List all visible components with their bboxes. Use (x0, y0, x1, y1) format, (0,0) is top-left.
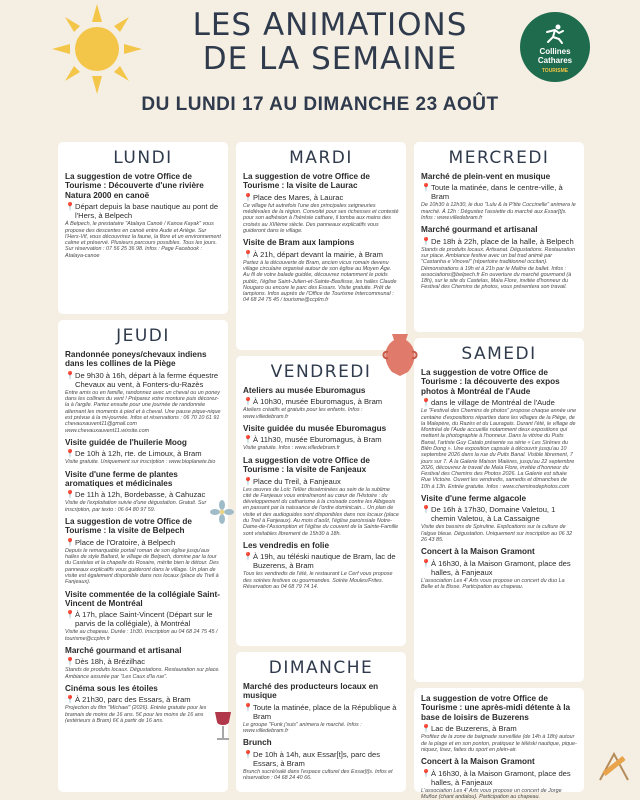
event (421, 225, 577, 290)
event-location: 📍 À 16h30, à la Maison Gramont, place des halles, à Fanjeaux (421, 768, 571, 787)
event-location: 📍 À 10h30, musée Eburomagus, à Bram (243, 397, 383, 407)
map-pin-icon: 📍 (421, 558, 431, 568)
day-card-vendredi (236, 356, 406, 646)
day-title: LUNDI (113, 148, 173, 168)
event-description: Stands de produits locaux. Dégustations. Restauration sur place. Ambiance assurée par "Les Caux d'la rue". (65, 667, 220, 680)
event-title: Marché de plein-vent en musique (421, 172, 551, 181)
event-description: De 10h30 à 12h30, le duo "Lulu & la P'tite Coccinelle" animera le marché. À 12h : Dégustez l'assiette du marché aux Essar[t]s. Infos : www.villedebram.fr (421, 202, 576, 221)
map-pin-icon: 📍 (243, 702, 253, 712)
event-description: Profitez de la zone de baignade surveillée (de 14h à 18h) autour de la plage et en son ponton, pratiquez le téléski nautique, pique-niquez, lisez, faites du sport en plein-air. (421, 734, 577, 753)
event-location: 📍 À 16h30, à la Maison Gramont, place des halles, à Fanjeaux (421, 558, 571, 577)
event-title: Visite guidée de l'huilerie Moog (65, 437, 187, 447)
event (421, 694, 577, 753)
event-title: Les vendredis en folie (243, 540, 329, 550)
event-title: Brunch (243, 738, 272, 748)
event-title: Visite d'une ferme algacole (421, 494, 527, 504)
event-description: Tous les vendredis de l'été, le restaurant Le Cerf vous propose des soirées festives ou gourmandes. Soirée Moules/Frites. Réservation au 04 68 79 74 14. (243, 571, 393, 590)
event (421, 494, 577, 543)
event (243, 541, 399, 590)
event-location: 📍 Place du Treil, à Fanjeaux (243, 476, 341, 486)
event-location: 📍 À 21h, départ devant la mairie, à Bram (243, 249, 383, 259)
event-description: L'association Les 4' Arts vous propose un concert de Jorge Muñoz (chant andalou). Participation au chapeau. (421, 787, 562, 800)
page-title: LES ANIMATIONS DE LA SEMAINE (192, 7, 468, 77)
event-location: 📍 De 18h à 22h, place de la halle, à Belpech (421, 236, 574, 246)
runner-icon (543, 24, 567, 44)
event (65, 172, 221, 259)
day-card-jeudi (58, 320, 228, 792)
event-title: Cinéma sous les étoiles (65, 684, 158, 693)
map-pin-icon: 📍 (421, 183, 431, 193)
event (243, 682, 399, 734)
event-title: La suggestion de votre Office de Tourisme : la visite de Laurac (243, 172, 370, 191)
event-title: La suggestion de votre Office de Tourisme : la visite de Fanjeaux (243, 455, 370, 475)
event-title: Ateliers au musée Eburomagus (243, 386, 366, 395)
event (243, 424, 399, 452)
event-description: Stands de produits locaux. Artisanat. Dégustations. Restauration sur place. Ambiance festive avec un bal trad animé par "Castanha e Vinovel" (répertoire traditionnel occitan). Démonstrations à 19h et à 21h par le Maître de ballet. Infos : associations@belpech.fr En ouverture du marché gourmand (à 18h), sur le site du Castelas, Maïa Flore, invitée d'honneur du Festival des Chemins de photos, vous présentera son travail. (421, 246, 576, 291)
map-pin-icon: 📍 (421, 724, 431, 734)
event (65, 590, 221, 642)
event (421, 172, 577, 221)
event-location: 📍 De 10h à 12h, rte. de Limoux, à Bram (65, 449, 202, 459)
event-location: 📍 À 19h, au téléski nautique de Bram, lac de Buzerens, à Bram (243, 552, 396, 571)
day-title: VENDREDI (270, 362, 372, 382)
event-location: 📍 dans le village de Montréal de l'Aude (421, 398, 555, 408)
event-title: La suggestion de votre Office de Tourisme : Découverte d'une rivière Natura 2000 en canoë (65, 172, 204, 200)
map-pin-icon: 📍 (65, 695, 75, 705)
event-title: Visite de Bram aux lampions (243, 238, 355, 248)
map-pin-icon: 📍 (65, 202, 75, 212)
date-range: DU LUNDI 17 AU DIMANCHE 23 AOÛT (141, 94, 499, 115)
amphora-icon (378, 330, 422, 378)
event-description: Le "Festival des Chemins de photos" propose chaque année une centaine d'expositions réparties dans les villages de la Piège, de la Malepère, du Razès et du Lauragais. Durant l'été, le village de Montréal de l'Aude accueille notamment deux expositions qui mettent la photographie à l'honneur. Dans la vitrine du Puits Banal, l'artiste Guy Catalo présente sa série « Les Sirènes du Biên Dong ». Une exposition capsule à découvrir jusqu'au 10 septembre 2026 dans la rue du Puits Banal. Visible librement, 7 jours sur 7. À la Galerie Maison Maières, jusqu'au 22 septembre 2026, découvrez le travail de Maïa Flore, invitée d'honneur du Festival des Chemins des Photos 2026. La Galerie est située Rue Victoire. Ouvert les vendredis, samedis et dimanches de 10h à 13h. Entrée gratuite. Infos : www.cheminsdephotos.com (421, 408, 577, 490)
event-location: 📍 De 16h à 17h30, Domaine Valetou, 1 chemin Valetou, à La Cassaigne (421, 505, 556, 524)
event-description: Projection du film "Michael" (2026). Entrée gratuite pour les bramais de moins de 16 ans. 5€ pour les moins de 16 ans (extérieurs à Bram) 6€ à partir de 16 ans. (65, 705, 207, 724)
event-title: Randonnée poneys/chevaux indiens dans les collines de la Piège (65, 350, 207, 369)
event-description: Visite des bassins de Spiruline. Explications sur la culture de l'algue bleue. Dégustation. Uniquement sur inscription au 06 32 26 43 85. (421, 524, 573, 544)
collines-cathares-logo: Collines Cathares TOURISME (520, 12, 590, 82)
event (243, 456, 399, 537)
map-pin-icon: 📍 (243, 552, 253, 562)
map-pin-icon: 📍 (65, 657, 75, 667)
event-location: 📍 Toute la matinée, dans le centre-ville, à Bram (421, 183, 563, 202)
day-card-mardi (236, 142, 406, 350)
event-title: La suggestion de votre Office de Tourisme : la visite de Belpech (65, 517, 192, 536)
day-title: MARDI (289, 148, 353, 168)
event-title: La suggestion de votre Office de Tourisme : une après-midi détente à la base de loisirs de Buzerens (421, 694, 571, 722)
event-description: Entre amis ou en famille, randonnez avec un cheval ou un poney dans les collines du vent ! Préparez votre monture puis décorez-la à l'argile. Partez ensuite pour une journée de randonnée alternant les moments à pied et à cheval. Une pause pique-nique est prévue à la mi-journée. Infos et réservations : 06 70 10 61 91 chevauxauvent11@gmail.com www.chevauxauvent11.wixsite.com (65, 389, 221, 434)
event-description: Partez à la découverte de Bram, ancien vicus romain devenu village circulaire organisé autour de son église au Moyen Âge. Au fil de votre balade guidée, découvrez notamment le poids public, l'église Saint-Julien-et-Sainte-Basilisse, les halles Claude Nougaro ou encore le parc des Essars. Visite gratuite. Prêt de lampions. Infos auprès de l'Office de Tourisme Intercommunal : 04 68 24 75 45 / tourisme@ccplm.fr (243, 259, 397, 304)
event-title: Marché gourmand et artisanal (65, 646, 182, 655)
sun-icon (52, 4, 142, 94)
event (65, 350, 221, 434)
event-location: 📍 À 21h30, parc des Essars, à Bram (65, 695, 191, 705)
event-title: Concert à la Maison Gramont (421, 547, 535, 557)
map-pin-icon: 📍 (421, 768, 431, 778)
header (0, 0, 640, 132)
map-pin-icon: 📍 (243, 476, 253, 486)
map-pin-icon: 📍 (243, 249, 253, 259)
event-title: Marché gourmand et artisanal (421, 225, 538, 235)
event-description: Visite au chapeau. Durée : 1h30. Inscription au 04 68 24 75 45 / tourisme@ccplm.fr (65, 629, 218, 642)
event-title: Visite commentée de la collégiale Saint-Vincent de Montréal (65, 589, 221, 608)
event-location: 📍 Toute la matinée, place de la République à Bram (243, 702, 397, 721)
event-description: Visite de l'exploitation suivie d'une dégustation. Gratuit. Sur inscription, par texto : 06 64 80 97 59. (65, 500, 207, 513)
event-title: Visite guidée du musée Eburomagus (243, 424, 387, 433)
event-description: Depuis le remarquable portail roman de son église jusqu'aux halles de style Baltard, le village de Belpech, domine par la tour du Castelas et la chapelle du Rosaire, mérite bien le détour. Des panneaux explicatifs vous guideront dans le village. Un plan de visite est également disponible dans nos locaux (place du Treil à Fanjeaux). (65, 547, 219, 586)
event (243, 172, 399, 234)
map-pin-icon: 📍 (65, 370, 75, 380)
event (421, 547, 577, 590)
deckchair-icon (594, 744, 634, 784)
event (243, 386, 399, 420)
event-description: Les œuvres de Loïc Tellier disséminées au sein de la sublime cité de Fanjeaux vous entraîneront au cœur de l'Histoire : du développement du catharisme à la croisade contre les Albigeois en passant par la naissance de l'ordre dominicain... Un plan de visite et des audioguides sont disponibles dans nos locaux (place du Treil à Fanjeaux). Au mois d'août, l'église paroissiale Notre-Dame-de-l'Assomption et l'église du couvent de la Sainte-Famille sont visitables librement de 15h30 à 18h. (243, 486, 399, 537)
event-description: Ce village fut autrefois l'une des principales seigneuries médiévales de la région. Convoité pour ses richesses et contesté pour son adhésion à l'hérésie cathare, il tomba aux mains des croisés au XIIIème siècle. Des panneaux explicatifs vous guideront dans le village. (243, 202, 399, 234)
event-location: 📍 Dès 18h, à Brézilhac (65, 657, 146, 667)
map-pin-icon: 📍 (243, 397, 253, 407)
event-location: 📍 Place de l'Oratoire, à Belpech (65, 537, 176, 547)
event-description: Visite gratuite. Infos : www.villedebram.fr (243, 445, 340, 452)
day-card-samedi (414, 338, 584, 682)
day-card-lundi (58, 142, 228, 314)
event (243, 738, 399, 781)
map-pin-icon: 📍 (65, 449, 75, 459)
map-pin-icon: 📍 (243, 435, 253, 445)
day-card-mercredi (414, 142, 584, 332)
map-pin-icon: 📍 (421, 236, 431, 246)
day-title: DIMANCHE (268, 658, 374, 678)
event-location: 📍 De 11h à 12h, Bordebasse, à Cahuzac (65, 490, 206, 500)
map-pin-icon: 📍 (421, 505, 431, 515)
event-location: 📍 Place des Mares, à Laurac (243, 192, 344, 202)
map-pin-icon: 📍 (243, 192, 253, 202)
event (65, 470, 221, 513)
event-description: À Belpech, le prestataire "Atalaya Canoë / Kanoa Kayak" vous propose des descentes en canoë entre Aude et Ariège. Sur l'Hers-Vif, vous découvrirez la faune, la flore et un environnement calme et préservé. Plusieurs parcours possibles. Tous les jours. Sur réservation : 07 56 25 36 98. Infos : Page Facebook : Atalaya-canoe (65, 221, 221, 259)
map-pin-icon: 📍 (243, 749, 253, 759)
map-pin-icon: 📍 (65, 490, 75, 500)
day-title: SAMEDI (461, 344, 537, 364)
event-location: 📍 À 11h30, musée Eburomagus, à Bram (243, 435, 382, 445)
event (65, 684, 221, 724)
event-title: Marché des producteurs locaux en musique (243, 682, 379, 701)
map-pin-icon: 📍 (65, 537, 75, 547)
event-description: Ateliers créatifs et gratuits pour les enfants. Infos : www.villedebram.fr (243, 407, 363, 420)
event-description: Brunch sucré/salé dans l'espace culturel des Essar[t]s. Infos et réservation : 04 68 24 40 66. (243, 768, 393, 782)
event (243, 238, 399, 303)
event (65, 517, 221, 586)
day-card-dimanche (236, 652, 406, 792)
event (65, 438, 221, 466)
event-location: 📍 Départ depuis la base nautique au pont de l'Hers, à Belpech (65, 202, 219, 221)
day-title: JEUDI (116, 326, 170, 346)
event-title: Visite d'une ferme de plantes aromatiques et médicinales (65, 469, 178, 488)
event-title: La suggestion de votre Office de Tourisme : la découverte des expos photos à Montréal de l'Aude (421, 368, 560, 396)
event-location: 📍 Lac de Buzerens, à Bram (421, 724, 517, 734)
event (421, 757, 577, 800)
wine-glass-icon (212, 710, 234, 742)
event-description: Visite gratuite. Uniquement sur inscription : www.bioplanete.bio (65, 459, 216, 466)
day-card-dimanche-suite (414, 688, 584, 800)
event-description: L'association Les 4' Arts vous propose un concert du duo La Belle et la Bisse. Participation au chapeau. (421, 577, 565, 591)
event (421, 368, 577, 490)
event-description: Le groupe "Funk j'suis" animera le marché. Infos : www.villedebram.fr (243, 721, 362, 735)
event-title: Concert à la Maison Gramont (421, 757, 535, 767)
event (65, 646, 221, 680)
event-location: 📍 De 10h à 14h, aux Essar[t]s, parc des Essars, à Bram (243, 749, 381, 768)
map-pin-icon: 📍 (421, 398, 431, 408)
day-title: MERCREDI (448, 148, 550, 168)
event-location: 📍 À 17h, place Saint-Vincent (Départ sur le parvis de la collégiale), à Montréal (65, 610, 213, 629)
map-pin-icon: 📍 (65, 610, 75, 620)
event-location: 📍 De 9h30 à 16h, départ à la ferme équestre Chevaux au vent, à Fonters-du-Razès (65, 370, 219, 389)
flower-icon (210, 500, 234, 524)
